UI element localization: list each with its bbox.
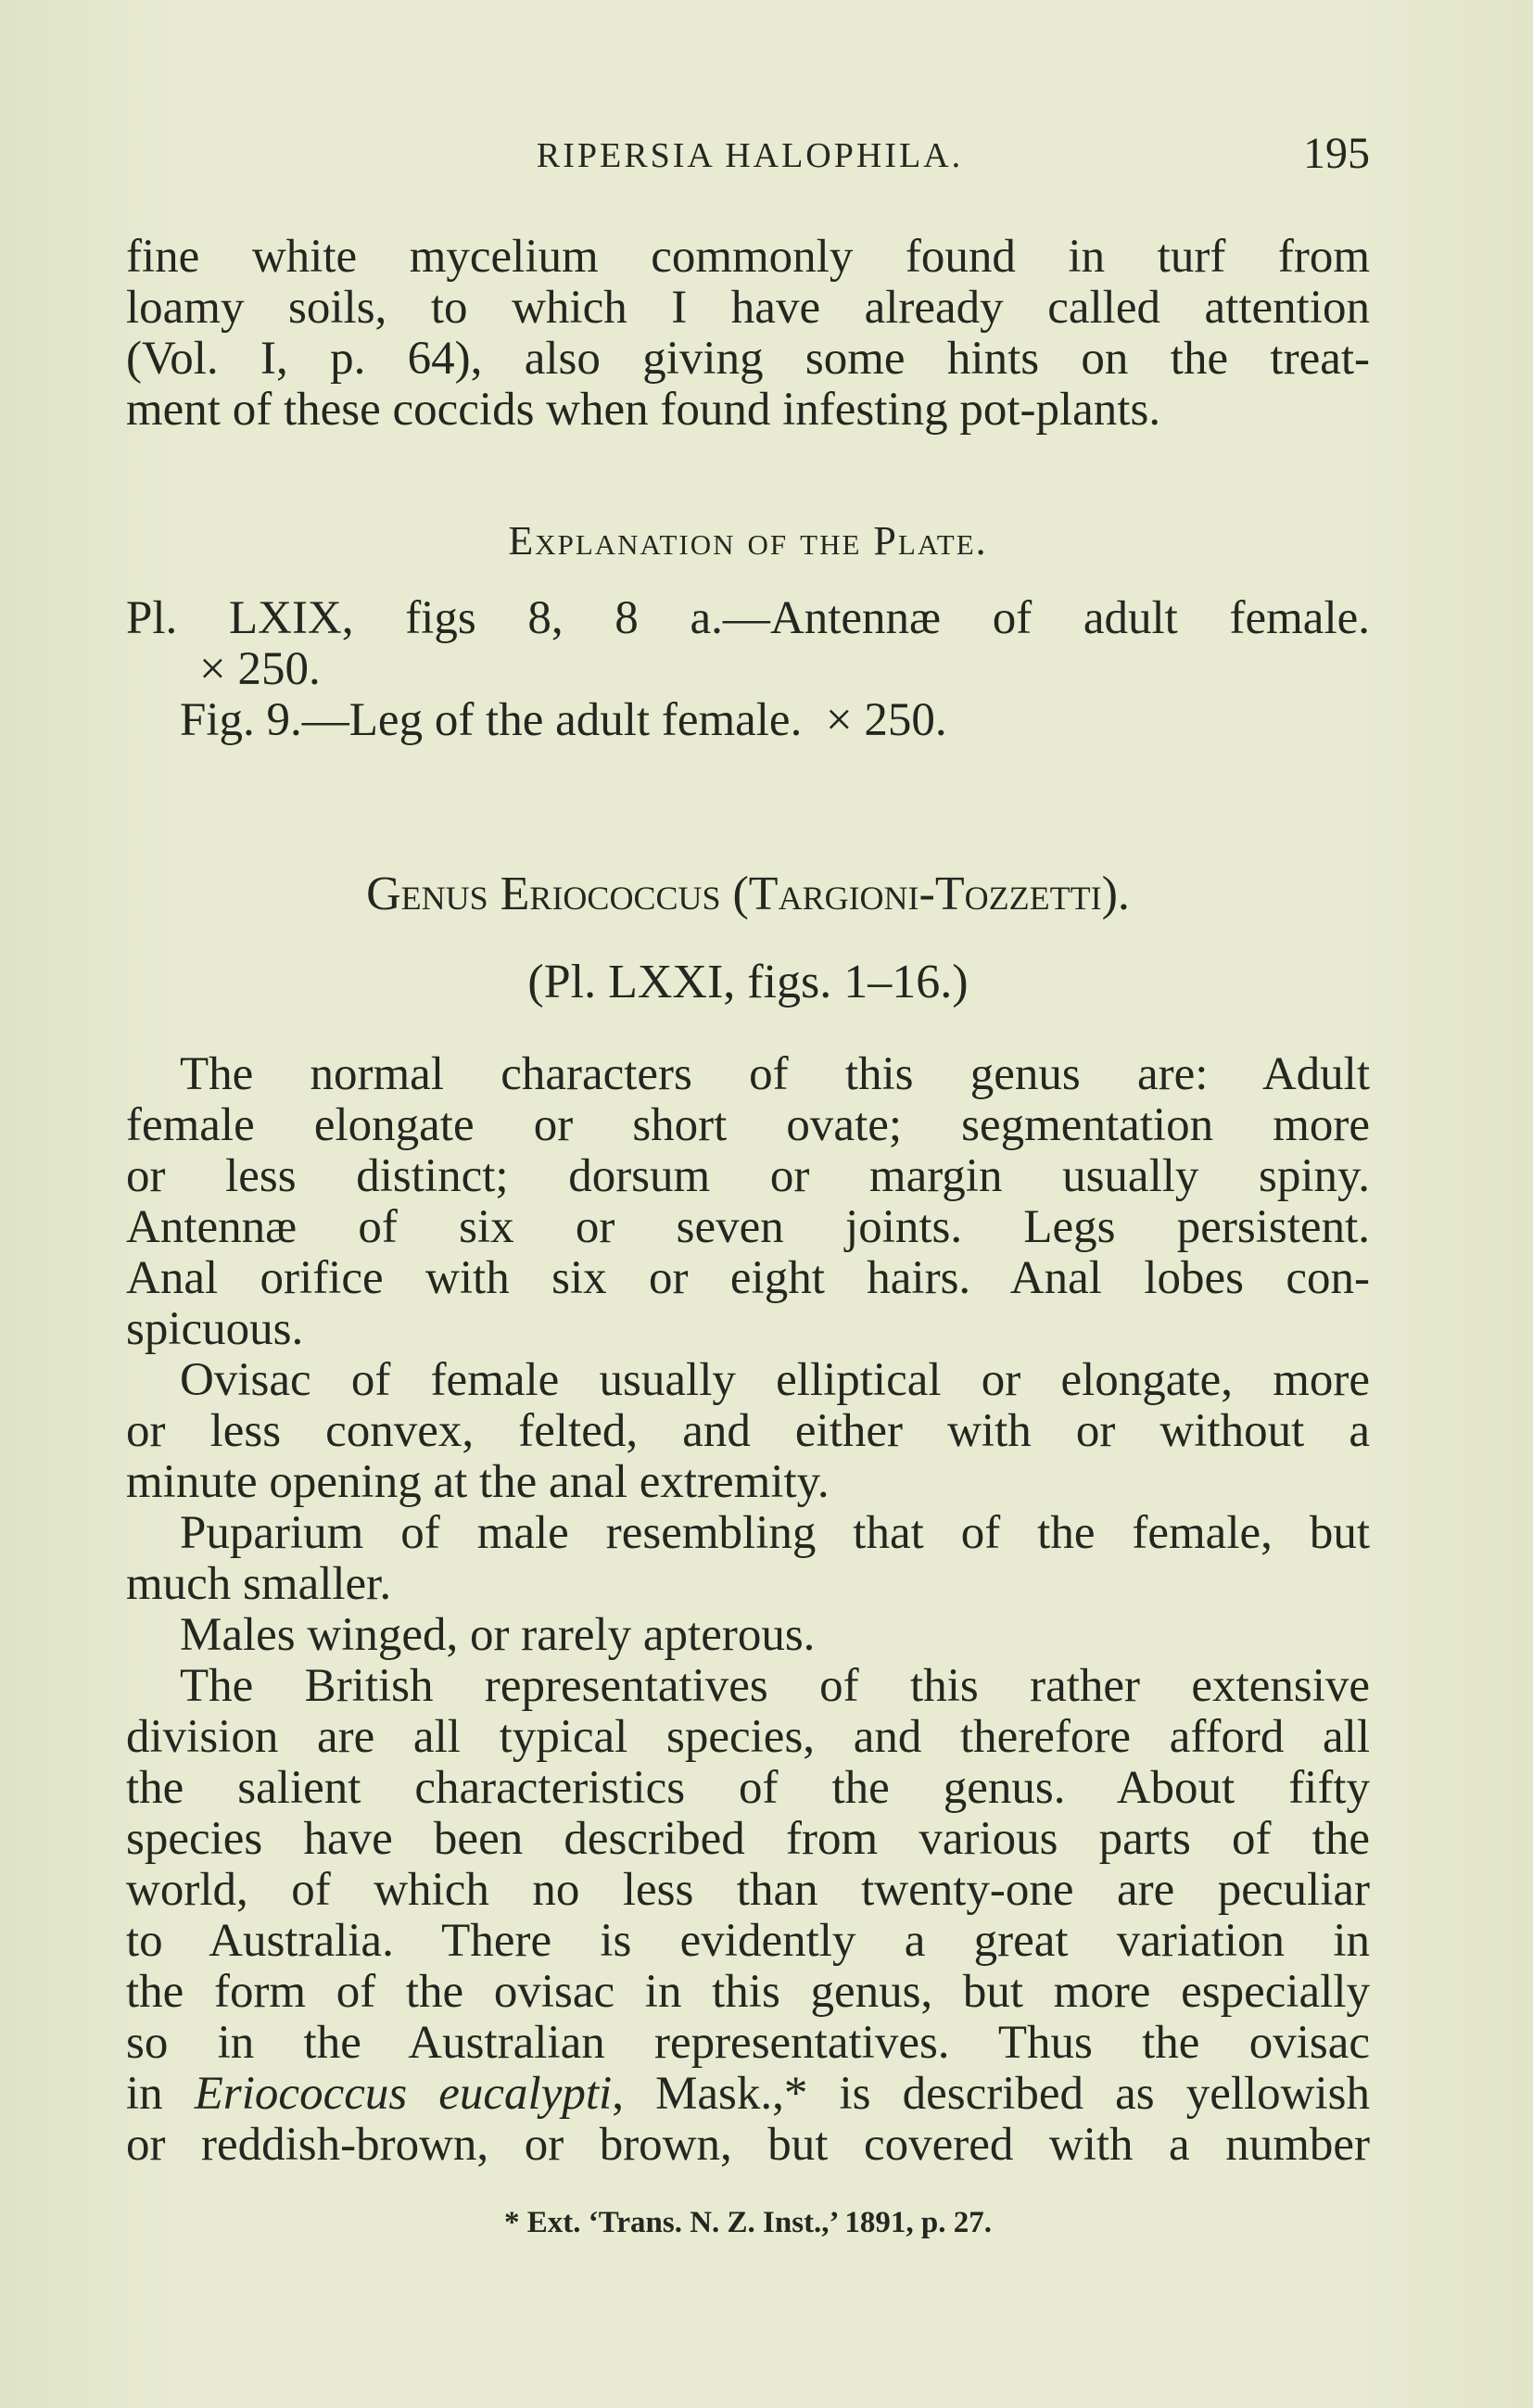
- text-line: or reddish-brown, or brown, but covered with a number: [126, 2119, 1370, 2171]
- text-line: division are all typical species, and therefore afford all: [126, 1711, 1370, 1763]
- text-line: Ovisac of female usually elliptical or elongate, more: [180, 1354, 1370, 1406]
- plate-caption-1: [126, 593, 1370, 644]
- text-line: so in the Australian representatives. Thus the ovisac: [126, 2017, 1370, 2069]
- text-line: Puparium of male resembling that of the female, but: [180, 1507, 1370, 1559]
- text-line: Antennæ of six or seven joints. Legs persistent.: [126, 1201, 1370, 1253]
- plate-caption-2: Fig. 9.—Leg of the adult female. × 250.: [180, 694, 947, 746]
- text-line: spicuous.: [126, 1303, 304, 1355]
- genus-subheading: (Pl. LXXI, figs. 1–16.): [527, 956, 969, 1008]
- text-line: The British representatives of this rather extensive: [180, 1660, 1370, 1712]
- text-line: Males winged, or rarely apterous.: [180, 1609, 816, 1661]
- text-line: minute opening at the anal extremity.: [126, 1456, 830, 1508]
- intro-paragraph: [126, 232, 1370, 436]
- text-run: , Mask.,* is described as yellowish: [612, 2068, 1371, 2120]
- text-line: Pl. LXIX, figs 8, 8 a.—Antennæ of adult female.: [126, 592, 1370, 644]
- paragraph-genus-characters: [126, 1049, 1370, 2171]
- text-line: (Vol. I, p. 64), also giving some hints on the treat-: [126, 333, 1370, 385]
- text-line: loamy soils, to which I have already called attention: [126, 282, 1370, 334]
- page-header: [130, 128, 1370, 184]
- text-line: the salient characteristics of the genus. About fifty: [126, 1762, 1370, 1814]
- text-line: The normal characters of this genus are: Adult: [180, 1048, 1370, 1100]
- text-line: world, of which no less than twenty-one are peculiar: [126, 1864, 1370, 1916]
- text-line: the form of the ovisac in this genus, but more especially: [126, 1966, 1370, 2018]
- text-line: fine white mycelium commonly found in turf from: [126, 231, 1370, 283]
- plate-heading: Explanation of the Plate.: [508, 518, 988, 564]
- text-run: in: [126, 2068, 195, 2120]
- text-line: or less convex, felted, and either with or without a: [126, 1405, 1370, 1457]
- genus-heading: Genus Eriococcus (Targioni-Tozzetti).: [366, 868, 1130, 920]
- text-line: [126, 2069, 1370, 2120]
- running-head: RIPERSIA HALOPHILA.: [536, 136, 964, 175]
- footnote: * Ext. ‘Trans. N. Z. Inst.,’ 1891, p. 27.: [504, 2206, 992, 2239]
- text-line: female elongate or short ovate; segmentation more: [126, 1099, 1370, 1151]
- plate-caption-magnification: × 250.: [199, 643, 321, 695]
- text-line: Anal orifice with six or eight hairs. Anal lobes con-: [126, 1252, 1370, 1304]
- page-number: 195: [1303, 129, 1370, 178]
- text-line: much smaller.: [126, 1558, 392, 1610]
- species-name: Eriococcus eucalypti: [194, 2068, 613, 2120]
- text-line: or less distinct; dorsum or margin usually spiny.: [126, 1150, 1370, 1202]
- text-line: species have been described from various parts of the: [126, 1813, 1370, 1865]
- text-line: to Australia. There is evidently a great variation in: [126, 1915, 1370, 1967]
- text-line: ment of these coccids when found infesting pot-plants.: [126, 384, 1161, 436]
